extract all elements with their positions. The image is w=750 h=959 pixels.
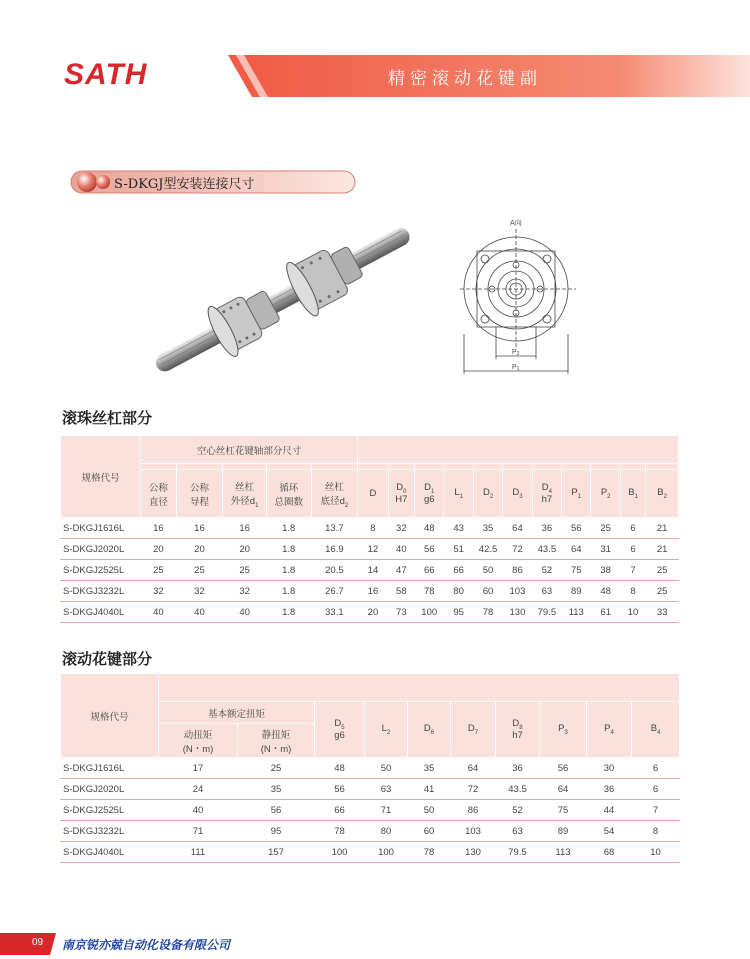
- value-cell: 103: [451, 821, 496, 842]
- value-cell: 6: [632, 758, 680, 779]
- value-cell: 21: [646, 539, 679, 560]
- table2-col-5: [540, 702, 587, 758]
- value-cell: 6: [632, 779, 680, 800]
- value-cell: 25: [223, 560, 267, 581]
- model-cell: S-DKGJ2525L: [61, 800, 159, 821]
- model-cell: S-DKGJ3232L: [61, 821, 159, 842]
- table1-title: 滚珠丝杠部分: [62, 409, 153, 427]
- value-cell: 8: [620, 581, 645, 602]
- value-cell: 72: [451, 779, 496, 800]
- value-cell: 72: [503, 539, 532, 560]
- value-cell: 68: [587, 842, 632, 863]
- table-row: [61, 800, 680, 821]
- table2-col-3: [451, 702, 496, 758]
- value-cell: 86: [503, 560, 532, 581]
- value-cell: 7: [620, 560, 645, 581]
- value-cell: 100: [415, 602, 444, 623]
- table2-col-7-line1: B: [650, 723, 658, 735]
- p2-sub: 2: [516, 351, 520, 357]
- table1-column-row: [61, 470, 679, 518]
- value-cell: 35: [238, 779, 315, 800]
- brand-logo: SATH: [64, 58, 148, 91]
- value-cell: 40: [141, 602, 177, 623]
- table2-col-3-sub: 7: [474, 729, 479, 736]
- table2-col-5-sub: 3: [564, 729, 568, 736]
- table2-title: 滚动花键部分: [62, 650, 153, 668]
- value-cell: 32: [388, 518, 414, 539]
- table1-col-2-line1: 丝杠: [235, 481, 255, 493]
- value-cell: 58: [388, 581, 414, 602]
- value-cell: 78: [415, 581, 444, 602]
- value-cell: 16: [358, 581, 388, 602]
- value-cell: 56: [540, 758, 587, 779]
- table-row: [61, 602, 679, 623]
- value-cell: 16: [176, 518, 223, 539]
- table1-col-12: [562, 470, 591, 518]
- value-cell: 26.7: [311, 581, 358, 602]
- value-cell: 89: [540, 821, 587, 842]
- value-cell: 32: [141, 581, 177, 602]
- value-cell: 50: [473, 560, 502, 581]
- value-cell: 16: [223, 518, 267, 539]
- table2-col-6: [587, 702, 632, 758]
- value-cell: 20: [358, 602, 388, 623]
- value-cell: 16.9: [311, 539, 358, 560]
- value-cell: 66: [315, 800, 365, 821]
- value-cell: 56: [238, 800, 315, 821]
- value-cell: 31: [591, 539, 620, 560]
- table2-col-4-line2: h7: [512, 730, 523, 742]
- table2-torque-0: [159, 724, 238, 758]
- value-cell: 24: [159, 779, 238, 800]
- value-cell: 89: [562, 581, 591, 602]
- value-cell: 60: [473, 581, 502, 602]
- value-cell: 10: [620, 602, 645, 623]
- table-row: [61, 842, 680, 863]
- table2-torque-1-line2: (N・m): [260, 743, 292, 755]
- spline-table: [60, 673, 680, 863]
- value-cell: 36: [532, 518, 561, 539]
- value-cell: 51: [444, 539, 473, 560]
- value-cell: 43.5: [532, 539, 561, 560]
- value-cell: 1.8: [266, 518, 311, 539]
- table1-col-9-sub: 2: [489, 493, 494, 500]
- table1-col-0-line2: 直径: [148, 496, 168, 508]
- value-cell: 50: [365, 758, 408, 779]
- value-cell: 43: [444, 518, 473, 539]
- value-cell: 20: [141, 539, 177, 560]
- p1-label: P: [512, 364, 517, 371]
- value-cell: 52: [532, 560, 561, 581]
- value-cell: 1.8: [266, 560, 311, 581]
- table1-col-2: [223, 470, 267, 518]
- value-cell: 79.5: [496, 842, 540, 863]
- model-cell: S-DKGJ2020L: [61, 539, 141, 560]
- value-cell: 21: [646, 518, 679, 539]
- value-cell: 80: [365, 821, 408, 842]
- table2-col-3-line1: D: [467, 723, 475, 735]
- table1-header-row: [61, 436, 679, 464]
- table2-col-0-line1: D: [334, 717, 342, 729]
- table1-col-12-line1: P: [571, 487, 578, 499]
- table1-col-1-line1: 公称: [189, 482, 209, 494]
- direction-label: A向: [510, 219, 522, 227]
- table1-col-0-line1: 公称: [148, 482, 168, 494]
- value-cell: 7: [632, 800, 680, 821]
- value-cell: 113: [562, 602, 591, 623]
- value-cell: 25: [141, 560, 177, 581]
- table1-col-6-line1: D: [396, 481, 404, 493]
- value-cell: 25: [591, 518, 620, 539]
- end-view-drawing: [458, 214, 588, 382]
- value-cell: 6: [620, 539, 645, 560]
- table2-col-4-sub: 8: [519, 724, 523, 731]
- table-row: [61, 821, 680, 842]
- value-cell: 103: [503, 581, 532, 602]
- value-cell: 60: [408, 821, 451, 842]
- value-cell: 33: [646, 602, 679, 623]
- table1-model-header: 规格代号: [61, 436, 141, 518]
- section-title: S-DKGJ型安装连接尺寸: [114, 177, 255, 192]
- value-cell: 100: [365, 842, 408, 863]
- value-cell: 13.7: [311, 518, 358, 539]
- value-cell: 25: [176, 560, 223, 581]
- table1-col-13: [591, 470, 620, 518]
- value-cell: 25: [238, 758, 315, 779]
- table2-col-7: [632, 702, 680, 758]
- table1-col-10-sub: 3: [519, 493, 523, 500]
- value-cell: 95: [444, 602, 473, 623]
- table1-col-1-line2: 导程: [189, 496, 209, 508]
- table2-top-spacer: [159, 674, 680, 702]
- table2-model-header: 规格代号: [61, 674, 159, 758]
- table2-col-1-line1: L: [381, 723, 387, 735]
- table1-col-4: [311, 470, 358, 518]
- company-name: 南京锐亦兢自动化设备有限公司: [62, 938, 231, 952]
- table1-col-4-line2: 底径d: [320, 495, 345, 507]
- value-cell: 48: [315, 758, 365, 779]
- value-cell: 10: [632, 842, 680, 863]
- table2-torque-1-line1: 静扭矩: [261, 729, 291, 741]
- value-cell: 20: [176, 539, 223, 560]
- value-cell: 63: [532, 581, 561, 602]
- table1-col-7: [415, 470, 444, 518]
- table1-col-4-sub: 2: [344, 502, 349, 509]
- value-cell: 66: [444, 560, 473, 581]
- table2-col-6-sub: 4: [610, 729, 614, 736]
- model-cell: S-DKGJ4040L: [61, 602, 141, 623]
- value-cell: 157: [238, 842, 315, 863]
- table2-col-0: [315, 702, 365, 758]
- value-cell: 64: [451, 758, 496, 779]
- value-cell: 113: [540, 842, 587, 863]
- table1-col-10-line1: D: [512, 487, 520, 499]
- value-cell: 32: [176, 581, 223, 602]
- p1-sub: 1: [516, 366, 520, 372]
- table1-col-13-sub: 2: [607, 493, 611, 500]
- table-row: [61, 779, 680, 800]
- table2-torque-1: [238, 724, 315, 758]
- value-cell: 78: [408, 842, 451, 863]
- value-cell: 95: [238, 821, 315, 842]
- table1-col-15-sub: 2: [663, 493, 667, 500]
- value-cell: 75: [540, 800, 587, 821]
- value-cell: 61: [591, 602, 620, 623]
- value-cell: 78: [473, 602, 502, 623]
- value-cell: 66: [415, 560, 444, 581]
- table2-col-6-line1: P: [604, 723, 611, 735]
- table1-col-12-sub: 1: [577, 493, 582, 500]
- page-number: 09: [32, 937, 44, 948]
- table1-col-11-line2: h7: [541, 494, 553, 506]
- p2-label: P: [512, 349, 517, 356]
- value-cell: 75: [562, 560, 591, 581]
- value-cell: 47: [388, 560, 414, 581]
- value-cell: 64: [503, 518, 532, 539]
- table1-group-header: 空心丝杠花键轴部分尺寸: [141, 436, 358, 464]
- table2-col-0-line2: g6: [334, 730, 345, 742]
- value-cell: 20.5: [311, 560, 358, 581]
- table2-torque-0-line1: 动扭矩: [183, 729, 213, 741]
- value-cell: 20: [223, 539, 267, 560]
- model-cell: S-DKGJ1616L: [61, 758, 159, 779]
- value-cell: 8: [632, 821, 680, 842]
- value-cell: 25: [646, 581, 679, 602]
- value-cell: 130: [503, 602, 532, 623]
- value-cell: 35: [408, 758, 451, 779]
- value-cell: 52: [496, 800, 540, 821]
- table1-col-9: [473, 470, 502, 518]
- value-cell: 1.8: [266, 539, 311, 560]
- value-cell: 130: [451, 842, 496, 863]
- value-cell: 32: [223, 581, 267, 602]
- value-cell: 100: [315, 842, 365, 863]
- table1-col-10: [503, 470, 532, 518]
- table-row: [61, 518, 679, 539]
- value-cell: 38: [591, 560, 620, 581]
- table2-col-7-sub: 4: [657, 729, 661, 736]
- table1-col-14-sub: 1: [634, 493, 638, 500]
- value-cell: 48: [591, 581, 620, 602]
- table1-col-15: [646, 470, 679, 518]
- value-cell: 78: [315, 821, 365, 842]
- value-cell: 1.8: [266, 581, 311, 602]
- value-cell: 14: [358, 560, 388, 581]
- value-cell: 111: [159, 842, 238, 863]
- table1-col-6: [388, 470, 414, 518]
- value-cell: 36: [587, 779, 632, 800]
- value-cell: 50: [408, 800, 451, 821]
- value-cell: 8: [358, 518, 388, 539]
- table1-col-0: [141, 470, 177, 518]
- table1-col-1: [176, 470, 223, 518]
- value-cell: 40: [159, 800, 238, 821]
- header-title: 精密滚动花键副: [388, 69, 542, 89]
- table1-col-7-sub: 1: [431, 488, 435, 495]
- value-cell: 35: [473, 518, 502, 539]
- model-cell: S-DKGJ2525L: [61, 560, 141, 581]
- value-cell: 63: [365, 779, 408, 800]
- value-cell: 44: [587, 800, 632, 821]
- table1-col-6-sub: 0: [403, 488, 407, 495]
- table1-col-4-line1: 丝杠: [324, 481, 344, 493]
- table2-col-0-sub: 5: [341, 724, 345, 731]
- table1-col-5: [358, 470, 388, 518]
- value-cell: 25: [646, 560, 679, 581]
- svg-text:P2: [512, 349, 520, 357]
- model-cell: S-DKGJ1616L: [61, 518, 141, 539]
- value-cell: 41: [408, 779, 451, 800]
- value-cell: 6: [620, 518, 645, 539]
- value-cell: 48: [415, 518, 444, 539]
- table1-col-2-sub: 1: [255, 502, 259, 509]
- value-cell: 40: [388, 539, 414, 560]
- table1-col-15-line1: B: [657, 487, 664, 499]
- value-cell: 54: [587, 821, 632, 842]
- table-row: [61, 758, 680, 779]
- table1-col-11-line1: D: [541, 481, 549, 493]
- value-cell: 17: [159, 758, 238, 779]
- value-cell: 56: [562, 518, 591, 539]
- table1-col-9-line1: D: [482, 487, 490, 499]
- table2-col-2: [408, 702, 451, 758]
- table1-col-6-line2: H7: [395, 494, 408, 506]
- table2-col-5-line1: P: [558, 723, 565, 735]
- ballscrew-table: [60, 435, 679, 623]
- value-cell: 64: [562, 539, 591, 560]
- model-cell: S-DKGJ2020L: [61, 779, 159, 800]
- table2-col-1-sub: 2: [386, 729, 391, 736]
- value-cell: 42.5: [473, 539, 502, 560]
- table1-col-14-line1: B: [628, 487, 635, 499]
- table1-col-8: [444, 470, 473, 518]
- value-cell: 1.8: [266, 602, 311, 623]
- value-cell: 30: [587, 758, 632, 779]
- table1-col-13-line1: P: [600, 487, 608, 499]
- model-cell: S-DKGJ3232L: [61, 581, 141, 602]
- table2-top-band: [61, 674, 680, 702]
- value-cell: 86: [451, 800, 496, 821]
- table2-col-4-line1: D: [512, 717, 520, 729]
- value-cell: 71: [365, 800, 408, 821]
- svg-text:P1: [512, 364, 520, 372]
- table1-col-3-line1: 循环: [279, 482, 299, 494]
- table2-col-1: [365, 702, 408, 758]
- value-cell: 56: [415, 539, 444, 560]
- table1-col-8-line1: L: [454, 487, 460, 499]
- value-cell: 33.1: [311, 602, 358, 623]
- table1-col-7-line2: g6: [423, 494, 435, 506]
- model-cell: S-DKGJ4040L: [61, 842, 159, 863]
- value-cell: 63: [496, 821, 540, 842]
- product-image: [145, 212, 415, 387]
- value-cell: 64: [540, 779, 587, 800]
- table1-col-11: [532, 470, 561, 518]
- table1-col-3-line2: 总圈数: [274, 496, 303, 508]
- table1-col-2-line2: 外径d: [230, 495, 256, 507]
- table2-torque-0-line2: (N・m): [182, 743, 214, 755]
- table-row: [61, 539, 679, 560]
- table2-col-4: [496, 702, 540, 758]
- value-cell: 16: [141, 518, 177, 539]
- value-cell: 12: [358, 539, 388, 560]
- value-cell: 80: [444, 581, 473, 602]
- table1-col-14: [620, 470, 645, 518]
- value-cell: 71: [159, 821, 238, 842]
- value-cell: 40: [176, 602, 223, 623]
- table1-col-3: [266, 470, 311, 518]
- value-cell: 56: [315, 779, 365, 800]
- table-row: [61, 560, 679, 581]
- table1-group-spacer: [358, 436, 679, 464]
- value-cell: 36: [496, 758, 540, 779]
- value-cell: 40: [223, 602, 267, 623]
- table1-col-11-sub: 4: [548, 488, 552, 495]
- table1-col-7-line1: D: [424, 481, 431, 493]
- table2-col-2-line1: D: [423, 723, 431, 735]
- table2-col-2-sub: 6: [430, 729, 435, 736]
- value-cell: 73: [388, 602, 414, 623]
- value-cell: 43.5: [496, 779, 540, 800]
- table1-col-8-sub: 1: [459, 493, 463, 500]
- value-cell: 79.5: [532, 602, 561, 623]
- table1-col-5-line1: D: [369, 488, 377, 499]
- table2-group-header: 基本额定扭矩: [159, 702, 315, 724]
- table-row: [61, 581, 679, 602]
